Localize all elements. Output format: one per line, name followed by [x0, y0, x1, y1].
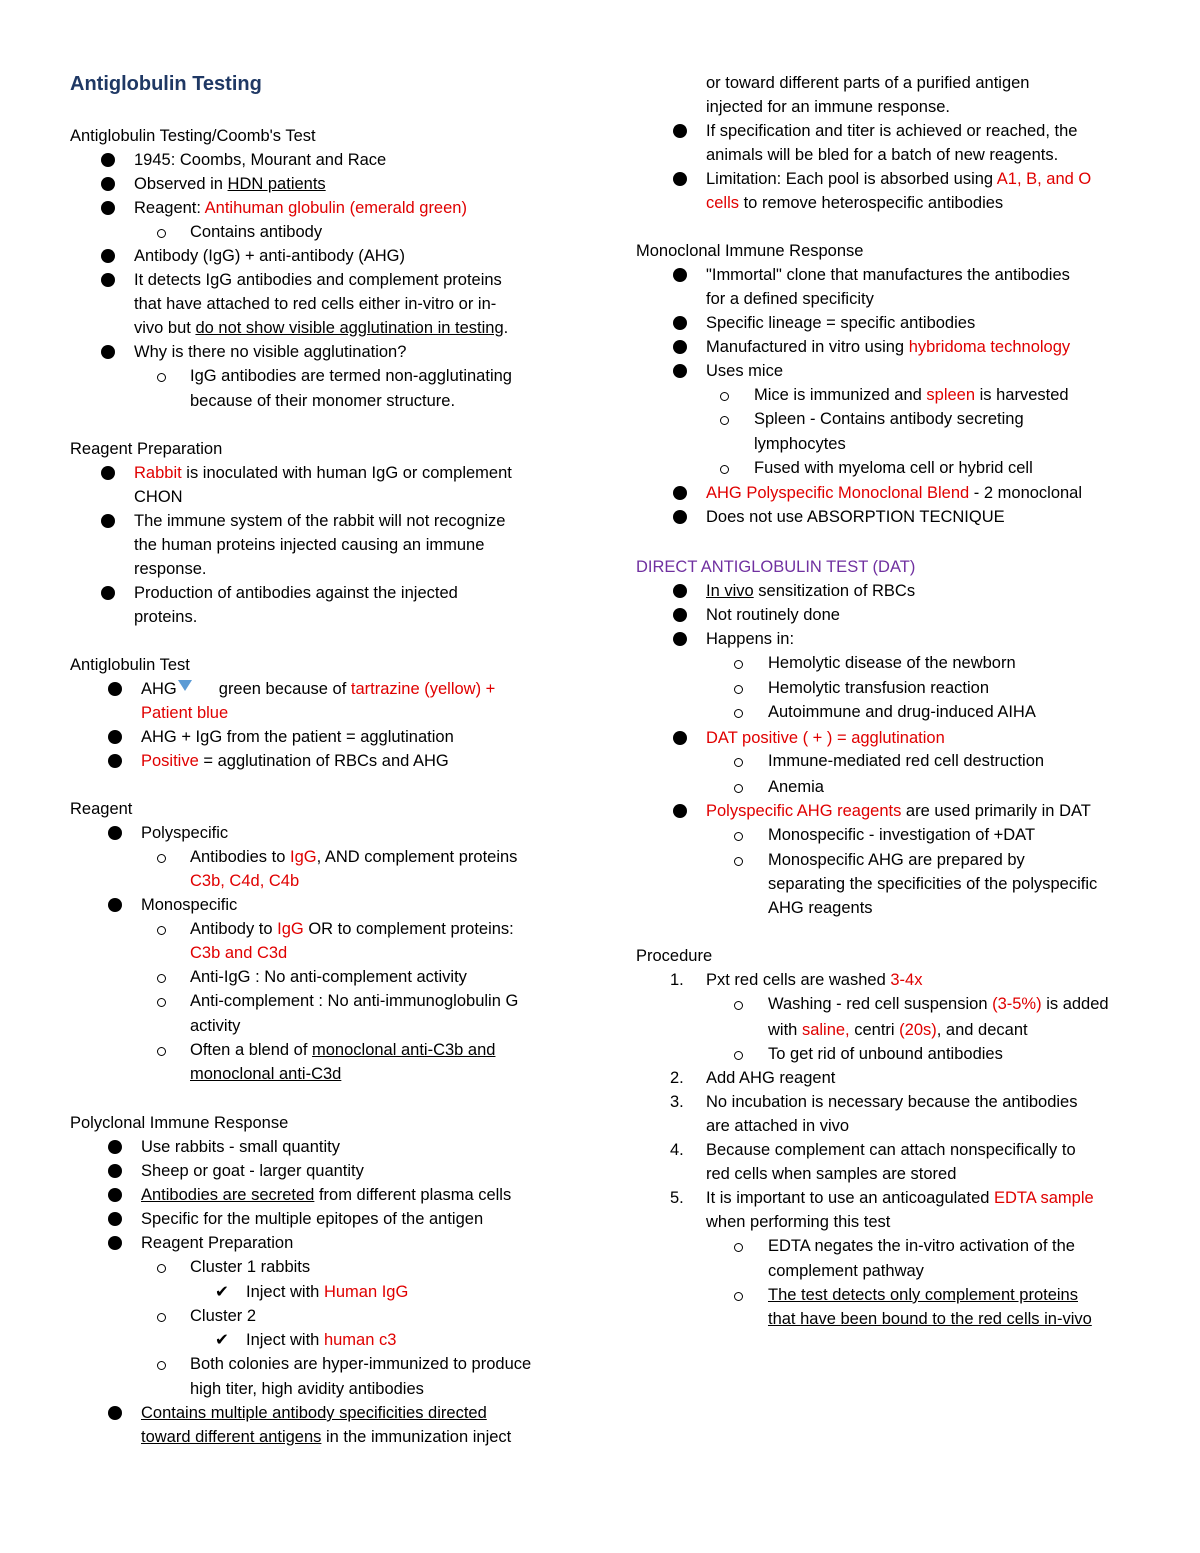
list-item-line: cells to remove heterospecific antibodies	[706, 194, 1004, 212]
list-item-line: C3b and C3d	[190, 944, 288, 962]
list-item-line: monoclonal anti-C3d	[190, 1065, 342, 1083]
sub-bullet-icon	[720, 465, 729, 474]
list-item: Because complement can attach nonspecifically to	[706, 1141, 1076, 1159]
sub-bullet-icon	[734, 857, 743, 866]
checkmark-icon: ✔	[215, 1331, 229, 1349]
sub-bullet-icon	[720, 392, 729, 401]
list-item: Does not use ABSORPTION TECNIQUE	[706, 508, 1005, 526]
bullet-icon	[673, 731, 687, 745]
list-item: Positive = agglutination of RBCs and AHG	[141, 752, 449, 770]
bullet-icon	[108, 682, 122, 696]
list-item: Contains antibody	[190, 223, 323, 241]
list-number: 2.	[670, 1069, 684, 1087]
list-item: Reagent Preparation	[141, 1234, 294, 1252]
sub-bullet-icon	[157, 974, 166, 983]
list-item: Autoimmune and drug-induced AIHA	[768, 703, 1036, 721]
list-item: "Immortal" clone that manufactures the antibodies	[706, 266, 1070, 284]
list-item: Contains multiple antibody specificities directed	[141, 1404, 487, 1422]
bullet-icon	[673, 632, 687, 646]
page-title: Antiglobulin Testing	[70, 73, 262, 95]
list-item-line: because of their monomer structure.	[190, 392, 456, 410]
list-item: Rabbit is inoculated with human IgG or complement	[134, 464, 512, 482]
list-item: Antibodies to IgG, AND complement proteins	[190, 848, 518, 866]
list-item: Uses mice	[706, 362, 784, 380]
list-item: Mice is immunized and spleen is harvested	[754, 386, 1069, 404]
bullet-icon	[108, 1212, 122, 1226]
sub-bullet-icon	[734, 832, 743, 841]
sub-bullet-icon	[734, 758, 743, 767]
list-item-line: Patient blue	[141, 704, 229, 722]
list-number: 3.	[670, 1093, 684, 1111]
list-item-line: red cells when samples are stored	[706, 1165, 957, 1183]
list-item: Manufactured in vitro using hybridoma technology	[706, 338, 1071, 356]
list-item: Use rabbits - small quantity	[141, 1138, 340, 1156]
list-item-line: injected for an immune response.	[706, 98, 950, 116]
list-item: DAT positive ( + ) = agglutination	[706, 729, 945, 747]
sub-bullet-icon	[734, 784, 743, 793]
list-item: To get rid of unbound antibodies	[768, 1045, 1003, 1063]
list-item: Antibody (IgG) + anti-antibody (AHG)	[134, 247, 405, 265]
list-item: The test detects only complement proteins	[768, 1286, 1078, 1304]
list-item: Production of antibodies against the injected	[134, 584, 458, 602]
list-item-line: AHG reagents	[768, 899, 873, 917]
list-item-line: activity	[190, 1017, 241, 1035]
list-item: Immune-mediated red cell destruction	[768, 752, 1045, 770]
list-item: Inject with Human IgG	[246, 1283, 409, 1301]
list-item: No incubation is necessary because the antibodies	[706, 1093, 1078, 1111]
sub-bullet-icon	[734, 660, 743, 669]
list-item-line: that have been bound to the red cells in-vivo	[768, 1310, 1092, 1328]
section-heading-reagent-preparation: Reagent Preparation	[70, 440, 223, 458]
list-item: Limitation: Each pool is absorbed using A1, B, and O	[706, 170, 1092, 188]
sub-bullet-icon	[734, 1243, 743, 1252]
sub-bullet-icon	[734, 1001, 743, 1010]
bullet-icon	[673, 804, 687, 818]
bullet-icon	[108, 730, 122, 744]
list-item: Why is there no visible agglutination?	[134, 343, 407, 361]
list-number: 4.	[670, 1141, 684, 1159]
list-item: Anemia	[768, 778, 824, 796]
list-number: 1.	[670, 971, 684, 989]
list-item: Monospecific - investigation of +DAT	[768, 826, 1036, 844]
list-item: If specification and titer is achieved or reached, the	[706, 122, 1078, 140]
list-item: Observed in HDN patients	[134, 175, 326, 193]
bullet-icon	[101, 586, 115, 600]
bullet-icon	[108, 1188, 122, 1202]
bullet-icon	[101, 153, 115, 167]
bullet-icon	[673, 510, 687, 524]
bullet-icon	[673, 608, 687, 622]
sub-bullet-icon	[734, 1292, 743, 1301]
list-item-line: proteins.	[134, 608, 198, 626]
section-heading-dat: DIRECT ANTIGLOBULIN TEST (DAT)	[636, 558, 916, 576]
list-item: Hemolytic disease of the newborn	[768, 654, 1016, 672]
list-item: Polyspecific AHG reagents are used primarily in DAT	[706, 802, 1091, 820]
list-item-line: for a defined specificity	[706, 290, 874, 308]
list-item-line: are attached in vivo	[706, 1117, 850, 1135]
list-item: It is important to use an anticoagulated EDTA sample	[706, 1189, 1094, 1207]
list-item: Specific lineage = specific antibodies	[706, 314, 976, 332]
bullet-icon	[673, 486, 687, 500]
list-item: Sheep or goat - larger quantity	[141, 1162, 364, 1180]
list-item: Often a blend of monoclonal anti-C3b and	[190, 1041, 496, 1059]
list-item-line: toward different antigens in the immunization inject	[141, 1428, 512, 1446]
section-heading-reagent: Reagent	[70, 800, 133, 818]
list-item: Antibody to IgG OR to complement proteins:	[190, 920, 514, 938]
bullet-icon	[673, 316, 687, 330]
bullet-icon	[673, 268, 687, 282]
list-item: Antibodies are secreted from different plasma cells	[141, 1186, 512, 1204]
list-item: Pxt red cells are washed 3-4x	[706, 971, 923, 989]
bullet-icon	[108, 826, 122, 840]
sub-bullet-icon	[734, 709, 743, 718]
list-item: The immune system of the rabbit will not recognize	[134, 512, 506, 530]
bullet-icon	[673, 584, 687, 598]
sub-bullet-icon	[157, 373, 166, 382]
sub-bullet-icon	[157, 926, 166, 935]
list-item-line: lymphocytes	[754, 435, 846, 453]
list-item: Cluster 2	[190, 1307, 257, 1325]
bullet-icon	[101, 345, 115, 359]
sub-bullet-icon	[157, 1047, 166, 1056]
list-item: Specific for the multiple epitopes of the antigen	[141, 1210, 484, 1228]
list-item: 1945: Coombs, Mourant and Race	[134, 151, 387, 169]
section-heading-antiglobulin-test: Antiglobulin Test	[70, 656, 190, 674]
list-item: Both colonies are hyper-immunized to produce	[190, 1355, 532, 1373]
bullet-icon	[108, 1164, 122, 1178]
list-item: Polyspecific	[141, 824, 229, 842]
sub-bullet-icon	[734, 685, 743, 694]
bullet-icon	[108, 754, 122, 768]
sub-bullet-icon	[157, 854, 166, 863]
list-item: Anti-IgG : No anti-complement activity	[190, 968, 467, 986]
list-item: Add AHG reagent	[706, 1069, 836, 1087]
section-heading-monoclonal: Monoclonal Immune Response	[636, 242, 864, 260]
bullet-icon	[108, 1140, 122, 1154]
sub-bullet-icon	[157, 1264, 166, 1273]
list-item: AHG green because of tartrazine (yellow) +	[141, 680, 496, 698]
checkmark-icon: ✔	[215, 1283, 229, 1301]
list-item: Hemolytic transfusion reaction	[768, 679, 990, 697]
list-item: Reagent: Antihuman globulin (emerald green)	[134, 199, 467, 217]
bullet-icon	[101, 177, 115, 191]
list-item: Fused with myeloma cell or hybrid cell	[754, 459, 1033, 477]
list-item-line: that have attached to red cells either in-vitro or in-	[134, 295, 497, 313]
bullet-icon	[101, 514, 115, 528]
section-heading-polyclonal: Polyclonal Immune Response	[70, 1114, 289, 1132]
list-item: EDTA negates the in-vitro activation of the	[768, 1237, 1075, 1255]
section-heading-procedure: Procedure	[636, 947, 713, 965]
sub-bullet-icon	[157, 229, 166, 238]
bullet-icon	[108, 1406, 122, 1420]
bullet-icon	[108, 1236, 122, 1250]
list-item: Anti-complement : No anti-immunoglobulin G	[190, 992, 519, 1010]
triangle-marker-icon	[178, 680, 192, 691]
list-item-line: CHON	[134, 488, 183, 506]
bullet-icon	[101, 273, 115, 287]
bullet-icon	[108, 898, 122, 912]
sub-bullet-icon	[720, 416, 729, 425]
list-item: Monospecific AHG are prepared by	[768, 851, 1025, 869]
list-item: AHG + IgG from the patient = agglutination	[141, 728, 454, 746]
list-item: AHG Polyspecific Monoclonal Blend - 2 monoclonal	[706, 484, 1083, 502]
list-item: Spleen - Contains antibody secreting	[754, 410, 1024, 428]
bullet-icon	[673, 124, 687, 138]
sub-bullet-icon	[734, 1051, 743, 1060]
sub-bullet-icon	[157, 1361, 166, 1370]
list-item: Cluster 1 rabbits	[190, 1258, 311, 1276]
list-item: In vivo sensitization of RBCs	[706, 582, 916, 600]
bullet-icon	[101, 249, 115, 263]
list-item: Inject with human c3	[246, 1331, 397, 1349]
list-item: Washing - red cell suspension (3-5%) is added	[768, 995, 1109, 1013]
list-item-line: vivo but do not show visible agglutination in testing.	[134, 319, 509, 337]
list-item: IgG antibodies are termed non-agglutinating	[190, 367, 512, 385]
list-item-line: C3b, C4d, C4b	[190, 872, 300, 890]
bullet-icon	[101, 201, 115, 215]
sub-bullet-icon	[157, 998, 166, 1007]
bullet-icon	[673, 364, 687, 378]
bullet-icon	[673, 172, 687, 186]
list-item-line: with saline, centri (20s), and decant	[768, 1021, 1028, 1039]
list-item-line: response.	[134, 560, 207, 578]
list-number: 5.	[670, 1189, 684, 1207]
list-item-line: the human proteins injected causing an immune	[134, 536, 485, 554]
list-item-line: complement pathway	[768, 1262, 924, 1280]
list-item-line: separating the specificities of the polyspecific	[768, 875, 1098, 893]
list-item: Monospecific	[141, 896, 238, 914]
list-item: It detects IgG antibodies and complement proteins	[134, 271, 502, 289]
list-item-line: animals will be bled for a batch of new reagents.	[706, 146, 1059, 164]
bullet-icon	[673, 340, 687, 354]
list-item-line: or toward different parts of a purified antigen	[706, 74, 1030, 92]
list-item-line: when performing this test	[706, 1213, 891, 1231]
bullet-icon	[101, 466, 115, 480]
list-item: Happens in:	[706, 630, 795, 648]
section-heading-coombs: Antiglobulin Testing/Coomb's Test	[70, 127, 316, 145]
list-item-line: high titer, high avidity antibodies	[190, 1380, 424, 1398]
list-item: Not routinely done	[706, 606, 840, 624]
sub-bullet-icon	[157, 1313, 166, 1322]
